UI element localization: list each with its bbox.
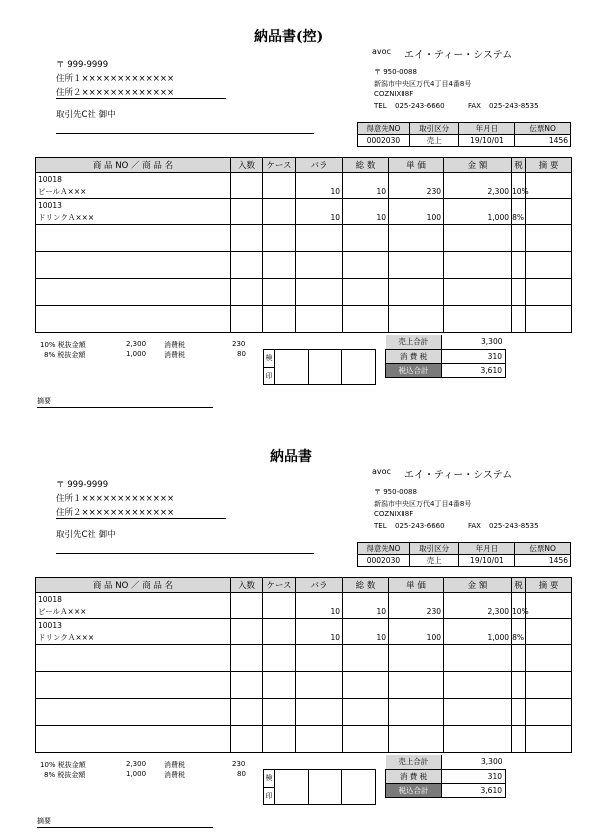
item-total: 10 bbox=[343, 632, 389, 645]
table-row-empty bbox=[36, 672, 572, 699]
info-customer-no: 0002030 bbox=[358, 555, 410, 567]
col-header-tax: 税 bbox=[512, 158, 526, 173]
table-row bbox=[36, 606, 572, 619]
info-date: 19/10/01 bbox=[459, 135, 515, 147]
subtotal-value: 3,300 bbox=[442, 335, 506, 349]
sender-logo: avoc bbox=[372, 47, 391, 56]
items-table bbox=[35, 577, 572, 753]
info-header-slip-no: 伝票NO bbox=[515, 123, 571, 135]
tax-summary bbox=[40, 340, 260, 360]
table-row bbox=[36, 632, 572, 645]
item-loose: 10 bbox=[296, 186, 343, 199]
tax-amount: 230 bbox=[232, 340, 246, 348]
inspection-stamp-box bbox=[263, 769, 376, 805]
table-row-empty bbox=[36, 279, 572, 306]
table-row bbox=[36, 173, 572, 186]
item-code: 10013 bbox=[36, 199, 231, 212]
info-header-customer-no: 得意先NO bbox=[358, 123, 410, 135]
sender-company: エイ・ティー・システム bbox=[404, 470, 513, 481]
col-header-product: 商 品 NO ／ 商 品 名 bbox=[36, 158, 231, 173]
recipient-name: 取引先C社 御中 bbox=[56, 110, 116, 120]
col-header-amount: 金 額 bbox=[444, 158, 512, 173]
table-row-empty bbox=[36, 645, 572, 672]
col-header-unit-price: 単 価 bbox=[389, 158, 444, 173]
table-row bbox=[36, 593, 572, 606]
memo-field: 摘要 bbox=[37, 816, 213, 828]
items-table bbox=[35, 157, 572, 333]
item-loose: 10 bbox=[296, 212, 343, 225]
item-loose: 10 bbox=[296, 632, 343, 645]
sender-logo: avoc bbox=[372, 467, 391, 476]
info-slip-no: 1456 bbox=[515, 555, 571, 567]
item-code: 10018 bbox=[36, 593, 231, 606]
sender-address: 新潟市中央区万代4丁目4番8号 bbox=[374, 80, 472, 88]
tax-summary-row bbox=[40, 760, 260, 770]
consumption-tax-label: 消 費 税 bbox=[386, 769, 442, 783]
col-header-product: 商 品 NO ／ 商 品 名 bbox=[36, 578, 231, 593]
info-header-slip-no: 伝票NO bbox=[515, 543, 571, 555]
col-header-total-qty: 総 数 bbox=[343, 158, 389, 173]
grand-total-label: 税込合計 bbox=[386, 783, 442, 797]
recipient-line bbox=[56, 133, 314, 134]
tax-amount: 80 bbox=[237, 770, 246, 778]
item-total: 10 bbox=[343, 606, 389, 619]
item-loose: 10 bbox=[296, 606, 343, 619]
sender-postal: 〒 950-0088 bbox=[374, 68, 417, 76]
col-header-qty-per-case: 入数 bbox=[231, 158, 263, 173]
info-header-date: 年月日 bbox=[459, 123, 515, 135]
table-row-empty bbox=[36, 252, 572, 279]
info-transaction-type: 売上 bbox=[409, 135, 459, 147]
item-total: 10 bbox=[343, 212, 389, 225]
tax-summary bbox=[40, 760, 260, 780]
item-amount: 2,300 bbox=[444, 186, 512, 199]
slip-title: 納品書(控) bbox=[254, 29, 324, 45]
subtotal-label: 売上合計 bbox=[386, 335, 442, 349]
tax-rate-label: 10% 税抜金額 bbox=[40, 761, 86, 769]
recipient-line bbox=[56, 553, 314, 554]
sender-building: COZNIXⅡ8F bbox=[374, 90, 414, 98]
recipient-address1: 住所１××××××××××××× bbox=[56, 494, 175, 504]
consumption-tax-value: 310 bbox=[442, 349, 506, 363]
col-header-loose: バラ bbox=[296, 578, 343, 593]
item-price: 230 bbox=[389, 186, 444, 199]
item-name: ビールＡ××× bbox=[36, 606, 231, 619]
item-name: ドリンクＡ××× bbox=[36, 212, 231, 225]
sender-tel: 025-243-6660 bbox=[395, 522, 445, 530]
item-tax: 8% bbox=[512, 212, 526, 225]
tax-label: 消費税 bbox=[164, 771, 185, 779]
info-header-transaction-type: 取引区分 bbox=[409, 123, 459, 135]
info-header-customer-no: 得意先NO bbox=[358, 543, 410, 555]
item-name: ビールＡ××× bbox=[36, 186, 231, 199]
item-tax: 10% bbox=[512, 186, 526, 199]
stamp-label-1: 検 bbox=[264, 770, 275, 788]
recipient-address2: 住所２××××××××××××× bbox=[56, 506, 226, 519]
item-amount: 1,000 bbox=[444, 632, 512, 645]
col-header-remarks: 摘 要 bbox=[526, 578, 572, 593]
item-code: 10018 bbox=[36, 173, 231, 186]
tax-amount: 230 bbox=[232, 760, 246, 768]
slip-info-table bbox=[357, 542, 571, 567]
table-row-empty bbox=[36, 699, 572, 726]
col-header-total-qty: 総 数 bbox=[343, 578, 389, 593]
tax-base: 2,300 bbox=[126, 340, 147, 348]
slip-title: 納品書 bbox=[270, 449, 312, 465]
table-row-empty bbox=[36, 726, 572, 753]
tax-label: 消費税 bbox=[164, 761, 185, 769]
recipient-address2: 住所２××××××××××××× bbox=[56, 86, 226, 99]
table-row-empty bbox=[36, 306, 572, 333]
item-price: 100 bbox=[389, 212, 444, 225]
table-row-empty bbox=[36, 225, 572, 252]
info-header-date: 年月日 bbox=[459, 543, 515, 555]
sender-tel-label: TEL bbox=[374, 102, 387, 110]
stamp-label-2: 印 bbox=[264, 367, 275, 385]
info-customer-no: 0002030 bbox=[358, 135, 410, 147]
inspection-stamp-box bbox=[263, 349, 376, 385]
item-name: ドリンクＡ××× bbox=[36, 632, 231, 645]
delivery-slip-original bbox=[0, 420, 592, 835]
stamp-label-2: 印 bbox=[264, 787, 275, 805]
sender-fax: 025-243-8535 bbox=[489, 102, 539, 110]
tax-summary-row bbox=[40, 340, 260, 350]
col-header-remarks: 摘 要 bbox=[526, 158, 572, 173]
tax-amount: 80 bbox=[237, 350, 246, 358]
info-transaction-type: 売上 bbox=[409, 555, 459, 567]
item-tax: 10% bbox=[512, 606, 526, 619]
totals-box bbox=[385, 335, 506, 378]
sender-tel-label: TEL bbox=[374, 522, 387, 530]
tax-rate-label: 10% 税抜金額 bbox=[40, 341, 86, 349]
tax-label: 消費税 bbox=[164, 341, 185, 349]
info-slip-no: 1456 bbox=[515, 135, 571, 147]
sender-fax-label: FAX bbox=[468, 102, 481, 110]
info-header-transaction-type: 取引区分 bbox=[409, 543, 459, 555]
tax-summary-row bbox=[40, 770, 260, 780]
subtotal-value: 3,300 bbox=[442, 755, 506, 769]
item-amount: 1,000 bbox=[444, 212, 512, 225]
slip-info-table bbox=[357, 122, 571, 147]
tax-base: 1,000 bbox=[126, 770, 147, 778]
sender-postal: 〒 950-0088 bbox=[374, 488, 417, 496]
col-header-case: ケース bbox=[263, 158, 296, 173]
table-row bbox=[36, 199, 572, 212]
sender-fax: 025-243-8535 bbox=[489, 522, 539, 530]
recipient-postal: 〒 999-9999 bbox=[56, 60, 109, 70]
sender-fax-label: FAX bbox=[468, 522, 481, 530]
sender-address: 新潟市中央区万代4丁目4番8号 bbox=[374, 500, 472, 508]
consumption-tax-label: 消 費 税 bbox=[386, 349, 442, 363]
grand-total-value: 3,610 bbox=[442, 783, 506, 797]
item-total: 10 bbox=[343, 186, 389, 199]
item-price: 100 bbox=[389, 632, 444, 645]
item-code: 10013 bbox=[36, 619, 231, 632]
memo-field: 摘要 bbox=[37, 396, 213, 408]
item-tax: 8% bbox=[512, 632, 526, 645]
item-amount: 2,300 bbox=[444, 606, 512, 619]
sender-building: COZNIXⅡ8F bbox=[374, 510, 414, 518]
subtotal-label: 売上合計 bbox=[386, 755, 442, 769]
col-header-qty-per-case: 入数 bbox=[231, 578, 263, 593]
table-row bbox=[36, 619, 572, 632]
table-row bbox=[36, 212, 572, 225]
col-header-tax: 税 bbox=[512, 578, 526, 593]
item-price: 230 bbox=[389, 606, 444, 619]
recipient-name: 取引先C社 御中 bbox=[56, 530, 116, 540]
tax-summary-row bbox=[40, 350, 260, 360]
tax-label: 消費税 bbox=[164, 351, 185, 359]
recipient-address1: 住所１××××××××××××× bbox=[56, 74, 175, 84]
sender-company: エイ・ティー・システム bbox=[404, 50, 513, 61]
table-row bbox=[36, 186, 572, 199]
grand-total-label: 税込合計 bbox=[386, 363, 442, 377]
col-header-case: ケース bbox=[263, 578, 296, 593]
tax-rate-label: 8% 税抜金額 bbox=[44, 771, 86, 779]
totals-box bbox=[385, 755, 506, 798]
tax-base: 1,000 bbox=[126, 350, 147, 358]
col-header-amount: 金 額 bbox=[444, 578, 512, 593]
grand-total-value: 3,610 bbox=[442, 363, 506, 377]
delivery-slip-copy bbox=[0, 0, 592, 415]
tax-base: 2,300 bbox=[126, 760, 147, 768]
sender-tel: 025-243-6660 bbox=[395, 102, 445, 110]
col-header-unit-price: 単 価 bbox=[389, 578, 444, 593]
col-header-loose: バラ bbox=[296, 158, 343, 173]
stamp-label-1: 検 bbox=[264, 350, 275, 368]
info-date: 19/10/01 bbox=[459, 555, 515, 567]
recipient-postal: 〒 999-9999 bbox=[56, 480, 109, 490]
consumption-tax-value: 310 bbox=[442, 769, 506, 783]
tax-rate-label: 8% 税抜金額 bbox=[44, 351, 86, 359]
